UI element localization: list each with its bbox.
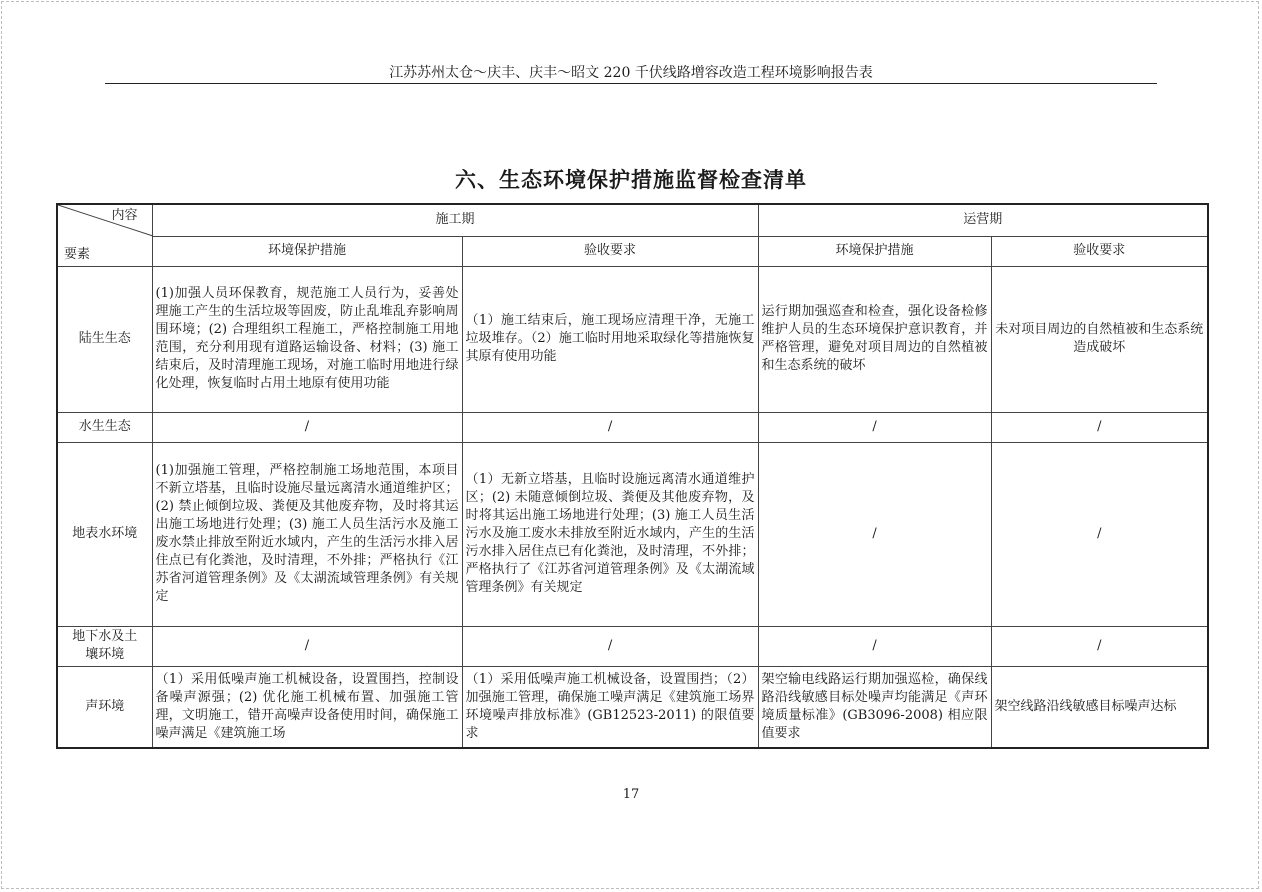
construction-measures-cell: （1）采用低噪声施工机械设备，设置围挡，控制设备噪声源强；(2) 优化施工机械布置、加强施工管理，文明施工，错开高噪声设备使用时间，确保施工噪声满足《建筑施工场 <box>152 666 462 748</box>
supervision-checklist-table <box>56 203 1209 749</box>
construction-acceptance-cell: / <box>462 412 758 442</box>
col-operation-measures: 环境保护措施 <box>758 236 991 266</box>
phase-header-row <box>57 204 1208 236</box>
operation-acceptance-cell: / <box>991 442 1208 626</box>
row-element-label: 陆生生态 <box>57 266 152 412</box>
row-element-label: 水生生态 <box>57 412 152 442</box>
col-construction-acceptance: 验收要求 <box>462 236 758 266</box>
col-operation-acceptance: 验收要求 <box>991 236 1208 266</box>
table-row <box>57 626 1208 666</box>
operation-measures-cell: / <box>758 626 991 666</box>
page-number: 17 <box>622 787 640 802</box>
construction-acceptance-cell: （1）无新立塔基，且临时设施远离清水通道维护区；(2) 未随意倾倒垃圾、粪便及其他废弃物，及时将其运出施工场地进行处理；(3) 施工人员生活污水及施工废水未排放至附近水域内，产生的生活污水排入居住点已有化粪池，及时清理，不外排；严格执行了《江苏省河道管理条例》及《太湖流域管理条例》有关规定 <box>462 442 758 626</box>
operation-acceptance-cell: 未对项目周边的自然植被和生态系统造成破坏 <box>991 266 1208 412</box>
operation-measures-cell: 架空输电线路运行期加强巡检，确保线路沿线敏感目标处噪声均能满足《声环境质量标准》(GB3096-2008) 相应限值要求 <box>758 666 991 748</box>
table-row <box>57 442 1208 626</box>
column-header-row <box>57 236 1208 266</box>
phase-construction-header: 施工期 <box>152 204 758 236</box>
table-row <box>57 666 1208 748</box>
construction-measures-cell: / <box>152 412 462 442</box>
row-element-label: 地表水环境 <box>57 442 152 626</box>
construction-measures-cell: / <box>152 626 462 666</box>
construction-acceptance-cell: （1）采用低噪声施工机械设备，设置围挡；（2）加强施工管理，确保施工噪声满足《建筑施工场界环境噪声排放标准》(GB12523-2011) 的限值要求 <box>462 666 758 748</box>
construction-measures-cell: (1)加强人员环保教育，规范施工人员行为，妥善处理施工产生的生活垃圾等固废，防止乱堆乱弃影响周围环境；(2) 合理组织工程施工，严格控制施工用地范围，充分利用现有道路运输设备、材料；(3) 施工结束后，及时清理施工现场，对施工临时用地进行绿化处理，恢复临时占用土地原有使用功能 <box>152 266 462 412</box>
row-element-label: 地下水及土壤环境 <box>57 626 152 666</box>
header-rule <box>105 83 1157 84</box>
construction-measures-cell: (1)加强施工管理，严格控制施工场地范围，本项目不新立塔基，且临时设施尽量远离清水通道维护区；(2) 禁止倾倒垃圾、粪便及其他废弃物，及时将其运出施工场地进行处理；(3) 施工人员生活污水及施工废水禁止排放至附近水域内，产生的生活污水排入居住点已有化粪池，及时清理，不外排；严格执行《江苏省河道管理条例》及《太湖流域管理条例》有关规定 <box>152 442 462 626</box>
running-header: 江苏苏州太仓～庆丰、庆丰～昭文 220 千伏线路增容改造工程环境影响报告表 <box>389 65 873 81</box>
section-title: 六、生态环境保护措施监督检查清单 <box>455 168 807 192</box>
construction-acceptance-cell: / <box>462 626 758 666</box>
corner-label-element: 要素 <box>64 246 91 262</box>
operation-acceptance-cell: 架空线路沿线敏感目标噪声达标 <box>991 666 1208 748</box>
corner-header-cell <box>57 204 152 266</box>
table-row <box>57 266 1208 412</box>
corner-label-content: 内容 <box>111 208 138 223</box>
table-row <box>57 412 1208 442</box>
construction-acceptance-cell: （1）施工结束后，施工现场应清理干净，无施工垃圾堆存。（2）施工临时用地采取绿化等措施恢复其原有使用功能 <box>462 266 758 412</box>
operation-acceptance-cell: / <box>991 626 1208 666</box>
row-element-label: 声环境 <box>57 666 152 748</box>
col-construction-measures: 环境保护措施 <box>152 236 462 266</box>
phase-operation-header: 运营期 <box>758 204 1208 236</box>
operation-measures-cell: / <box>758 442 991 626</box>
operation-acceptance-cell: / <box>991 412 1208 442</box>
operation-measures-cell: 运行期加强巡查和检查，强化设备检修维护人员的生态环境保护意识教育，并严格管理，避免对项目周边的自然植被和生态系统的破坏 <box>758 266 991 412</box>
operation-measures-cell: / <box>758 412 991 442</box>
